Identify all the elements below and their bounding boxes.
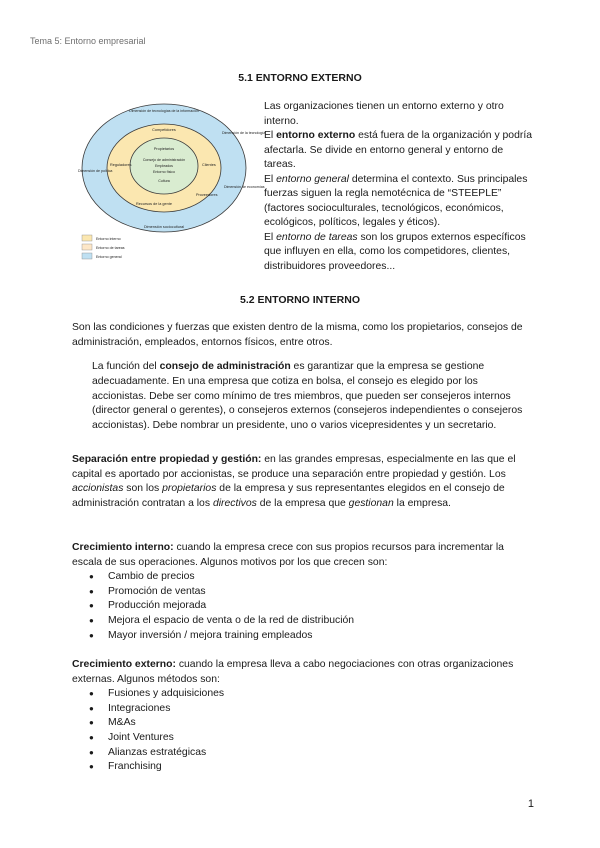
diagram-label: Empleados [155,164,173,168]
section-1-text [264,100,534,274]
text-run: es garantizar que la empresa se gestione adecuadamente. En una empresa que cotiza en bolsa, el consejo es elegido por los accionistas. Debe ser como mínimo de tres miembros, que pueden ser consejeros internos (director general o gerentes), o consejeros externos (consejeros independientes o consejeros accionistas). Debe nombrar un presidente, uno o varios vicepresidentes y un secretario. [92,361,523,431]
text-run: cuando la empresa lleva a cabo negociaciones con otras organizaciones externas. Algunos métodos son: [72,659,514,685]
list-item: ● Fusiones y adquisiciones [72,687,532,702]
list-item: ● Promoción de ventas [72,585,532,600]
diagram-label: Entorno físico [153,170,175,174]
diagram-label: Dimensión de tecnologías de la información [129,109,199,113]
text-run: entorno externo [276,130,356,141]
paragraph [264,100,534,129]
legend-swatch-task [82,244,92,250]
diagram-label: Clientes [202,163,216,167]
text-run: de la empresa y sus representantes elegidos en el consejo de administración contratan a los [72,483,505,509]
board-paragraph [92,350,532,444]
text-run: Separación entre propiedad y gestión: [72,454,262,465]
legend-swatch-internal [82,235,92,241]
diagram-label: Dimensión de política [78,169,113,173]
diagram-label: Recursos de la gente [136,202,172,206]
list-item: ● Producción mejorada [72,599,532,614]
list-item: ● M&As [72,716,532,731]
legend-label: Entorno de tareas [96,246,125,250]
external-growth-list [72,687,532,775]
text-run: determina el contexto. Sus principales fuerzas siguen la regla nemotécnica de “STEEPLE” (factores socioculturales, tecnológicos, económicos, ecológicos, políticos, legales y éticos). [264,173,528,228]
environment-diagram [72,96,266,268]
text-run: son los [123,483,163,495]
diagram-label: Dimensión de la tecnología [222,131,266,135]
paragraph [72,453,532,511]
text-run: accionistas [72,483,124,495]
list-item: ● Cambio de precios [72,570,532,585]
legend-label: Entorno general [96,255,122,259]
section-1-heading: 5.1 ENTORNO EXTERNO [238,72,362,84]
diagram-label: Dimensión sociocultural [143,225,185,229]
diagram-label: Dimensión de economías [224,185,265,189]
text-run: entorno de tareas [276,231,358,243]
section-2-heading: 5.2 ENTORNO INTERNO [240,294,360,306]
paragraph [264,173,534,231]
page-number: 1 [527,798,534,810]
paragraph [264,129,534,173]
legend-swatch-general [82,253,92,259]
list-item: ● Alianzas estratégicas [72,746,532,761]
legend-label: Entorno interno [96,237,121,241]
list-item: ● Joint Ventures [72,731,532,746]
external-growth-block [72,658,532,775]
section-2-intro [72,321,532,350]
text-run: está fuera de la organización y podría afectarla. Se divide en entorno general y entorno de tareas. [264,130,532,170]
internal-growth-block [72,541,532,643]
page-header: Tema 5: Entorno empresarial [30,36,146,46]
list-item: ● Mayor inversión / mejora training empleados [72,629,532,644]
text-run: directivos [212,497,257,509]
paragraph [92,360,532,433]
text-run: cuando la empresa crece con sus propios recursos para incrementar la escala de sus operaciones. Algunos motivos por los que crecen son: [72,542,504,568]
list-item: ● Mejora el espacio de venta o de la red de distribución [72,614,532,629]
list-item: ● Franchising [72,760,532,775]
text-run: Crecimiento interno: [72,542,174,553]
text-run: la empresa. [393,497,451,509]
internal-growth-list [72,570,532,643]
paragraph [264,231,534,275]
diagram-label: Propietarios [153,147,175,151]
text-run: son los grupos externos específicos que influyen en ella, como los competidores, clientes, distribuidores proveedores... [264,231,526,272]
text-run: Crecimiento externo: [72,659,176,670]
paragraph [72,541,532,570]
diagram-label: Cultura [158,179,170,183]
text-run: consejo de administración [159,361,291,373]
text-run: en las grandes empresas, especialmente en las que el capital es aportado por accionistas, se produce una separación entre propiedad y gestión. Los [72,454,516,480]
text-run: de la empresa que [256,497,349,509]
paragraph [72,321,532,350]
text-run: Las organizaciones tienen un entorno externo y otro interno. [264,101,504,127]
diagram-label: Consejo de administración [142,158,186,162]
text-run: Son las condiciones y fuerzas que existen dentro de la misma, como los propietarios, consejos de administración, empleados, entornos físicos, entre otros. [72,322,523,348]
separation-paragraph [72,453,532,511]
list-item: ● Integraciones [72,702,532,717]
text-run: El [264,231,277,243]
text-run: gestionan [348,497,394,509]
text-run: El [264,173,277,185]
text-run: propietarios [162,483,217,495]
text-run: El [264,130,277,141]
diagram-label: Reguladores [110,163,132,167]
diagram-label: Competidores [152,128,176,132]
text-run: entorno general [276,173,349,185]
diagram-label: Proveedores [196,193,218,197]
paragraph [72,658,532,687]
text-run: La función del [92,361,160,373]
